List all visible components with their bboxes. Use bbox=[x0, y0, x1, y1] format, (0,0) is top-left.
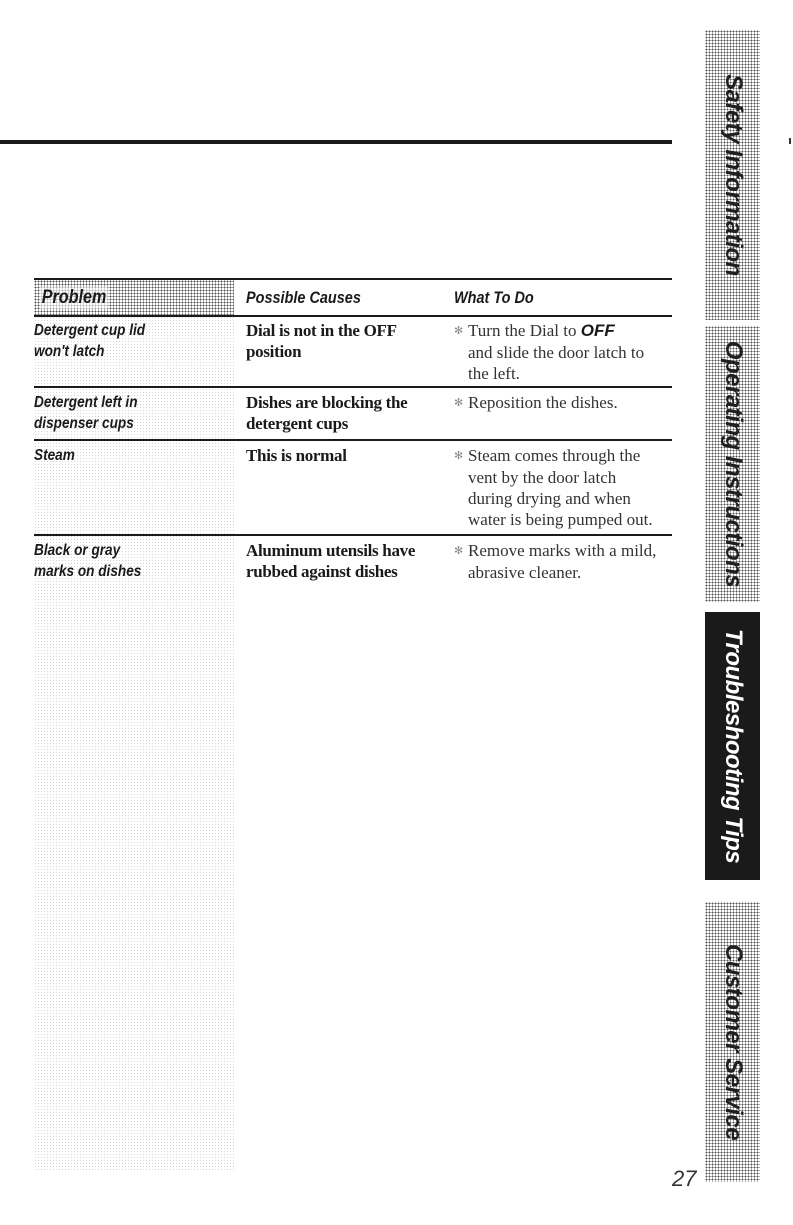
problem-cell bbox=[34, 540, 204, 582]
problem-header: Problem bbox=[41, 287, 107, 308]
problem-cell bbox=[34, 445, 204, 466]
problem-line: dispenser cups bbox=[34, 415, 134, 432]
bullet-icon: ✻ bbox=[454, 397, 464, 409]
possible-causes-header: Possible Causes bbox=[246, 288, 361, 307]
problem-line: Steam bbox=[34, 447, 75, 464]
todo-text: during drying and when bbox=[468, 489, 631, 508]
todo-line bbox=[454, 392, 674, 414]
bullet-icon: ✻ bbox=[454, 545, 464, 557]
todo-line bbox=[454, 540, 674, 562]
tab-troubleshooting-tips[interactable] bbox=[705, 612, 760, 880]
todo-text: and slide the door latch to bbox=[468, 343, 645, 362]
problem-line: Detergent cup lid bbox=[34, 322, 146, 339]
todo-line bbox=[454, 488, 674, 509]
top-rule bbox=[0, 140, 672, 144]
off-setting-text: OFF bbox=[580, 321, 615, 340]
cause-line: Dishes are blocking the bbox=[246, 393, 408, 412]
cause-line: Dial is not in the OFF bbox=[246, 321, 397, 340]
cause-cell bbox=[246, 320, 446, 362]
row-rule bbox=[34, 534, 672, 536]
problem-cell bbox=[34, 320, 204, 362]
cause-line: This is normal bbox=[246, 446, 347, 465]
row-rule bbox=[34, 439, 672, 441]
cause-cell bbox=[246, 392, 446, 434]
bullet-icon: ✻ bbox=[454, 450, 464, 462]
todo-text: water is being pumped out. bbox=[468, 510, 653, 529]
tab-customer-service[interactable] bbox=[705, 902, 760, 1182]
bullet-icon: ✻ bbox=[454, 325, 464, 337]
cause-cell bbox=[246, 445, 446, 466]
tab-label: Operating Instructions bbox=[719, 340, 747, 588]
problem-line: Detergent left in bbox=[34, 394, 138, 411]
problem-cell bbox=[34, 392, 204, 434]
tab-safety-information[interactable] bbox=[705, 30, 760, 320]
todo-text: abrasive cleaner. bbox=[468, 563, 582, 582]
cause-line: detergent cups bbox=[246, 414, 349, 433]
cause-line: rubbed against dishes bbox=[246, 562, 398, 581]
todo-line bbox=[454, 363, 674, 384]
section-tabs bbox=[705, 30, 760, 1182]
table-header-row bbox=[34, 280, 672, 316]
todo-text: vent by the door latch bbox=[468, 468, 617, 487]
todo-line bbox=[454, 509, 674, 530]
problem-line: won't latch bbox=[34, 343, 105, 360]
todo-text: Turn the Dial to bbox=[468, 321, 581, 340]
problem-header-box bbox=[34, 280, 234, 316]
todo-cell bbox=[454, 445, 674, 530]
todo-line bbox=[454, 445, 674, 467]
todo-text: Reposition the dishes. bbox=[468, 393, 618, 412]
what-to-do-header: What To Do bbox=[454, 288, 534, 307]
todo-cell bbox=[454, 540, 674, 583]
tab-label: Troubleshooting Tips bbox=[719, 628, 747, 864]
todo-line bbox=[454, 467, 674, 488]
cause-line: position bbox=[246, 342, 302, 361]
todo-text: Steam comes through the bbox=[468, 446, 641, 465]
todo-cell bbox=[454, 392, 674, 414]
header-rule bbox=[34, 315, 672, 317]
tab-label: Customer Service bbox=[719, 943, 747, 1141]
todo-text: the left. bbox=[468, 364, 520, 383]
tab-label: Safety Information bbox=[719, 74, 747, 276]
problem-line: marks on dishes bbox=[34, 563, 142, 580]
todo-line bbox=[454, 562, 674, 583]
todo-cell bbox=[454, 320, 674, 384]
todo-line bbox=[454, 342, 674, 363]
problem-line: Black or gray bbox=[34, 542, 121, 559]
todo-text: Remove marks with a mild, bbox=[468, 541, 657, 560]
cause-cell bbox=[246, 540, 446, 582]
todo-line bbox=[454, 320, 674, 342]
page-number: 27 bbox=[672, 1166, 697, 1191]
tab-operating-instructions[interactable] bbox=[705, 326, 760, 602]
cause-line: Aluminum utensils have bbox=[246, 541, 416, 560]
row-rule bbox=[34, 386, 672, 388]
edge-mark bbox=[789, 138, 791, 144]
